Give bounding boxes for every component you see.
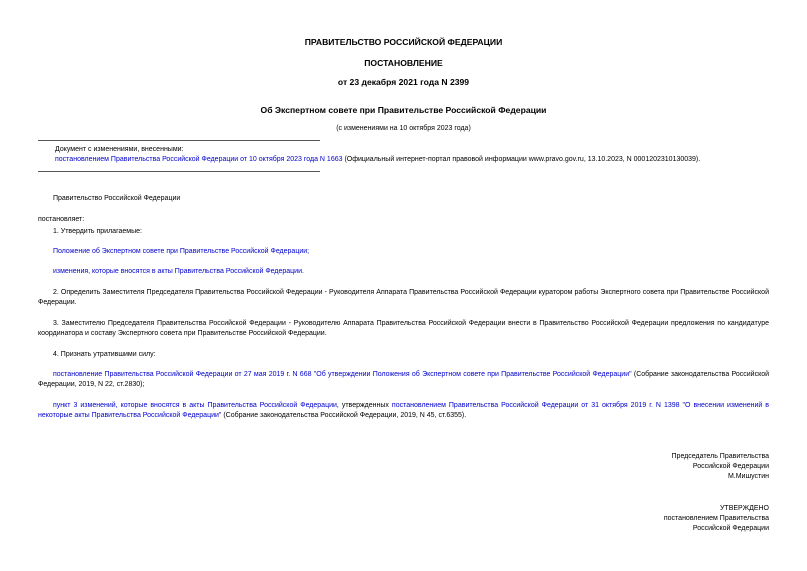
repealed-act-1-link[interactable]: постановление Правительства Российской Федерации от 27 мая 2019 г. N 668 "Об утверждении Положения об Экспертном совете при Правительстве Российской Федерации" bbox=[53, 371, 632, 378]
regulation-link[interactable]: Положение об Экспертном совете при Правительстве Российской Федерации; bbox=[53, 248, 310, 255]
document-date-number: от 23 декабря 2021 года N 2399 bbox=[337, 77, 470, 87]
repealed-act-2-source: (Собрание законодательства Российской Федерации, 2019, N 45, ст.6355). bbox=[221, 411, 467, 419]
approval-stamp: УТВЕРЖДЕНО bbox=[719, 505, 769, 512]
document-title: Об Экспертном совете при Правительстве Российской Федерации bbox=[260, 105, 547, 115]
approval-by: постановлением Правительства bbox=[663, 515, 769, 522]
changes-top-divider bbox=[38, 140, 320, 141]
item-1: 1. Утвердить прилагаемые: bbox=[53, 228, 142, 235]
resolves-label: постановляет: bbox=[38, 216, 85, 223]
repealed-act-1-source: (Собрание законодательства Российской Федерации, 2019, N 22, ст.2830); bbox=[38, 371, 770, 388]
changes-intro: Документ с изменениями, внесенными: bbox=[55, 146, 184, 153]
edition-note: (с изменениями на 10 октября 2023 года) bbox=[336, 125, 471, 132]
changes-bottom-divider bbox=[38, 171, 320, 172]
signature-name: М.Мишустин bbox=[727, 473, 769, 480]
issuing-organization: ПРАВИТЕЛЬСТВО РОССИЙСКОЙ ФЕДЕРАЦИИ bbox=[304, 37, 503, 47]
signature-block bbox=[672, 452, 769, 482]
approval-org: Российской Федерации bbox=[692, 525, 769, 532]
document-type: ПОСТАНОВЛЕНИЕ bbox=[364, 58, 443, 68]
amendments-link[interactable]: изменения, которые вносятся в акты Правительства Российской Федерации. bbox=[53, 268, 304, 275]
item-2: 2. Определить Заместителя Председателя Правительства Российской Федерации - Руководителя Аппарата Правительства Российской Федерации куратором работы Экспертного совета при Правительстве Российской Федерации. bbox=[38, 289, 769, 306]
repealed-act-2-mid: , утвержденных bbox=[336, 402, 392, 409]
amendment-link[interactable]: постановлением Правительства Российской Федерации от 10 октября 2023 года N 1663 bbox=[55, 156, 343, 163]
signature-org: Российской Федерации bbox=[692, 463, 769, 470]
government-label: Правительство Российской Федерации bbox=[53, 195, 181, 202]
amendment-source: (Официальный интернет-портал правовой информации www.pravo.gov.ru, 13.10.2023, N 0001202310130039). bbox=[342, 156, 701, 163]
repealed-act-2 bbox=[38, 401, 769, 420]
repealed-act-2-link-a[interactable]: пункт 3 изменений, которые вносятся в акты Правительства Российской Федерации bbox=[53, 402, 337, 409]
signature-position: Председатель Правительства bbox=[671, 453, 769, 460]
approval-block bbox=[664, 504, 769, 534]
repealed-act-1 bbox=[38, 370, 769, 389]
changes-line bbox=[55, 155, 700, 164]
item-4: 4. Признать утратившими силу: bbox=[53, 351, 156, 358]
repealed-act-2-link-b[interactable]: постановлением Правительства Российской Федерации от 31 октября 2019 г. N 1398 "О внесении изменений в некоторые акты Правительства Российской Федерации" bbox=[38, 402, 770, 419]
item-3: 3. Заместителю Председателя Правительства Российской Федерации - Руководителю Аппарата Правительства Российской Федерации внести в Правительство Российской Федерации предложения по кандидатуре координатора и составу Экспертного совета при Правительстве Российской Федерации. bbox=[38, 320, 769, 337]
